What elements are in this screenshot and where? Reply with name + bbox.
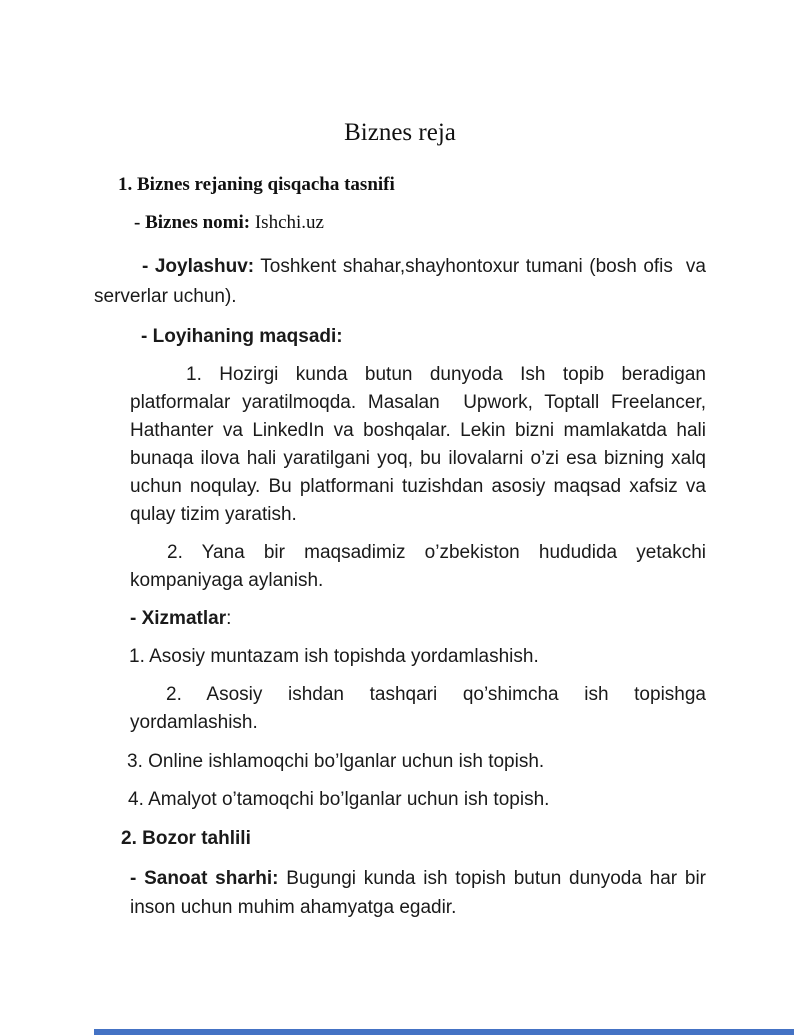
- location-label: - Joylashuv:: [142, 256, 255, 277]
- service-item-1: 1. Asosiy muntazam ish topishda yordamlashish.: [129, 646, 539, 667]
- business-name-line: [134, 209, 706, 237]
- services-heading-colon: :: [226, 608, 232, 629]
- location-text: Toshkent shahar,shayhontoxur tumani (bosh ofis va serverlar uchun).: [94, 256, 706, 307]
- service-item-3: 3. Online ishlamoqchi bo’lganlar uchun ish topish.: [127, 751, 545, 772]
- industry-overview-text: Bugungi kunda ish topish butun dunyoda har bir inson uchun muhim ahamyatga egadir.: [130, 868, 706, 918]
- service-item-4: 4. Amalyot o’tamoqchi bo’lganlar uchun ish topish.: [128, 789, 550, 810]
- purpose-item-2: 2. Yana bir maqsadimiz o’zbekiston hududida yetakchi kompaniyaga aylanish.: [130, 542, 706, 591]
- services-heading: [130, 605, 706, 633]
- services-heading-label: - Xizmatlar: [130, 608, 227, 629]
- service-item-2: 2. Asosiy ishdan tashqari qo’shimcha ish topishga yordamlashish.: [130, 684, 706, 733]
- location-paragraph: [94, 252, 706, 312]
- section2-heading: 2. Bozor tahlili: [121, 828, 251, 849]
- bottom-blue-bar: [94, 1029, 794, 1035]
- business-name-value: Ishchi.uz: [250, 212, 324, 233]
- business-name-label: - Biznes nomi:: [134, 212, 251, 233]
- section1-heading: 1. Biznes rejaning qisqacha tasnifi: [118, 174, 395, 195]
- industry-overview-paragraph: [130, 864, 706, 922]
- industry-overview-label: - Sanoat sharhi:: [130, 868, 279, 889]
- purpose-item-1: 1. Hozirgi kunda butun dunyoda Ish topib beradigan platformalar yaratilmoqda. Masalan Upwork, Toptall Freelancer, Hathanter va LinkedIn va boshqalar. Lekin bizni mamlakatda hali bunaqa ilova hali yaratilgani yoq, bu ilovalarni o’zi esa bizning xalq uchun noqulay. Bu platformani tuzishdan asosiy maqsad xafsiz va qulay tizim yaratish.: [130, 364, 706, 525]
- purpose-heading: - Loyihaning maqsadi:: [141, 326, 343, 347]
- document-title: Biznes reja: [344, 119, 456, 146]
